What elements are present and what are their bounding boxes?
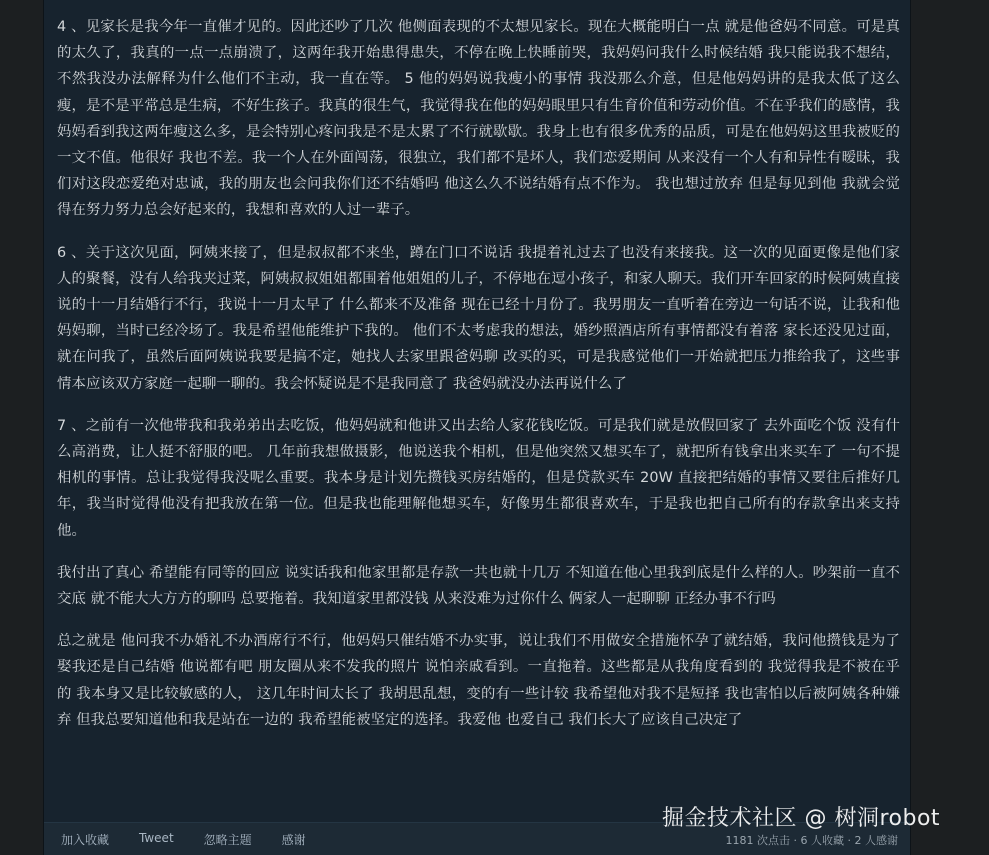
post-paragraph: 4 、见家长是我今年一直催才见的。因此还吵了几次 他侧面表现的不太想见家长。现在大概能明白一点 就是他爸妈不同意。可是真的太久了，我真的一点一点崩溃了，这两年我开始患得患失，不停在晚上快睡前哭，我妈妈问我什么时候结婚 我只能说我不想结，不然我没办法解释为什么他们不主动，我一直在等。 5 他的妈妈说我瘦小的事情 我没那么介意，但是他妈妈讲的是我太低了这么瘦，是不是平常总是生病，不好生孩子。我真的很生气，我觉得我在他的妈妈眼里只有生育价值和劳动价值。不在乎我们的感情，我妈妈看到我这两年瘦这么多，是会特别心疼问我是不是太累了不行就歇歇。我身上也有很多优秀的品质，可是在他妈妈这里我被贬的一文不值。他很好 我也不差。我一个人在外面闯荡，很独立，我们都不是坏人，我们恋爱期间 从来没有一个人有和异性有暧昧，我们对这段恋爱绝对忠诚，我的朋友也会问我你们还不结婚吗 他这么久不说结婚有点不作为。 我也想过放弃 但是每见到他 我就会觉得在努力努力总会好起来的，我想和喜欢的人过一辈子。 xyxy=(57,19,900,219)
post-paragraph: 我付出了真心 希望能有同等的回应 说实话我和他家里都是存款一共也就十几万 不知道在他心里我到底是什么样的人。吵架前一直不交底 就不能大大方方的聊吗 总要拖着。我知道家里都没钱 从来没难为过你什么 俩家人一起聊聊 正经办事不行吗 xyxy=(57,564,900,608)
tweet-link[interactable]: Tweet xyxy=(139,831,174,845)
favorite-link[interactable]: 加入收藏 xyxy=(61,833,110,847)
post-content xyxy=(57,14,900,749)
post-paragraph: 7 、之前有一次他带我和我弟弟出去吃饭，他妈妈就和他讲又出去给人家花钱吃饭。可是我们就是放假回家了 去外面吃个饭 没有什么高消费，让人挺不舒服的吧。 几年前我想做摄影，他说送我个相机，但是他突然又想买车了，就把所有钱拿出来买车了 一句不提相机的事情。总让我觉得我没呢么重要。我本身是计划先攒钱买房结婚的，但是贷款买车 20W 直接把结婚的事情又要往后推好几年，我当时觉得他没有把我放在第一位。但是我也能理解他想买车，好像男生都很喜欢车，于是我也把自己所有的存款拿出来支持他。 xyxy=(57,417,900,539)
post-paragraph: 总之就是 他问我不办婚礼不办酒席行不行，他妈妈只催结婚不办实事，说让我们不用做安全措施怀孕了就结婚，我问他攒钱是为了娶我还是自己结婚 他说都有吧 朋友圈从来不发我的照片 说怕亲戚看到。一直拖着。这些都是从我角度看到的 我觉得我是不被在乎的 我本身又是比较敏感的人， 这几年时间太长了 我胡思乱想，变的有一些计较 我希望他对我不是短择 我也害怕以后被阿姨各种嫌弃 但我总要知道他和我是站在一边的 我希望能被坚定的选择。我爱他 也爱自己 我们长大了应该自己决定了 xyxy=(57,633,900,728)
topic-panel xyxy=(43,0,911,855)
watermark: 掘金技术社区 @ 树洞robot xyxy=(662,806,941,831)
topic-actions xyxy=(61,831,306,848)
ignore-topic-link[interactable]: 忽略主题 xyxy=(203,833,252,847)
post-paragraph: 6 、关于这次见面，阿姨来接了，但是叔叔都不来坐，蹲在门口不说话 我提着礼过去了也没有来接我。这一次的见面更像是他们家人的聚餐，没有人给我夹过菜，阿姨叔叔姐姐都围着他姐姐的儿子，不停地在逗小孩子，和家人聊天。我们开车回家的时候阿姨直接说的十一月结婚行不行，我说十一月太早了 什么都来不及准备 现在已经十月份了。我男朋友一直听着在旁边一句话不说，让我和他妈妈聊，当时已经冷场了。我是希望他能维护下我的。 他们不太考虑我的想法，婚纱照酒店所有事情都没有着落 家长还没见过面，就在问我了，虽然后面阿姨说我要是搞不定，她找人去家里跟爸妈聊 改买的买，可是我感觉他们一开始就把压力推给我了，这些事情本应该双方家庭一起聊一聊的。我会怀疑说是不是我同意了 我爸妈就没办法再说什么了 xyxy=(57,244,900,392)
topic-stats: 1181 次点击 · 6 人收藏 · 2 人感谢 xyxy=(725,834,898,847)
thank-link[interactable]: 感谢 xyxy=(281,833,306,847)
